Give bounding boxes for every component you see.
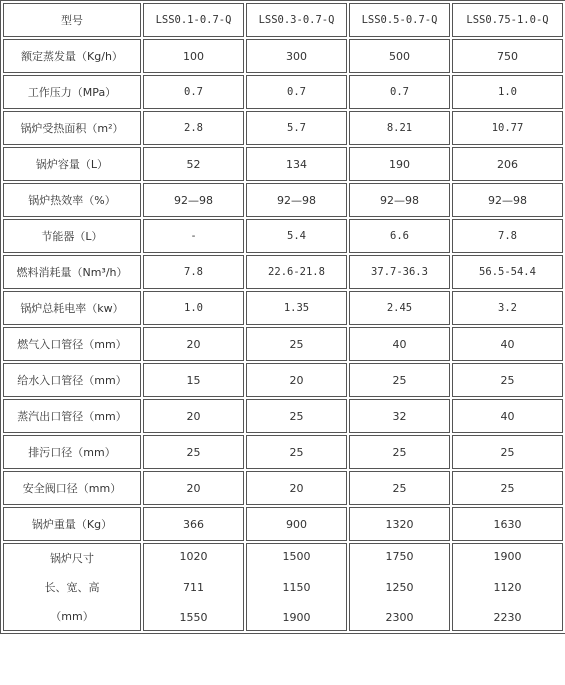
row-label: 给水入口管径（mm） (3, 363, 141, 397)
header-cell-model-4: LSS0.75-1.0-Q (452, 3, 563, 37)
table-cell: 7.8 (143, 255, 244, 289)
table-cell: 8.21 (349, 111, 450, 145)
table-cell: 20 (143, 399, 244, 433)
row-label: 锅炉容量（L） (3, 147, 141, 181)
table-cell: 32 (349, 399, 450, 433)
table-cell: 40 (452, 327, 563, 361)
table-cell: 134 (246, 147, 347, 181)
table-cell: 25 (349, 435, 450, 469)
row-label: 燃气入口管径（mm） (3, 327, 141, 361)
size-value-cell (349, 543, 450, 631)
table-cell: 20 (143, 327, 244, 361)
table-cell: 92—98 (143, 183, 244, 217)
table-cell: 10.77 (452, 111, 563, 145)
table-row (3, 363, 563, 397)
table-cell: 25 (246, 435, 347, 469)
table-row (3, 147, 563, 181)
table-cell: 56.5-54.4 (452, 255, 563, 289)
header-cell-model: 型号 (3, 3, 141, 37)
table-row (3, 399, 563, 433)
row-label: 锅炉热效率（%） (3, 183, 141, 217)
table-cell: 25 (452, 363, 563, 397)
size-value-cell (452, 543, 563, 631)
size-line: 2230 (493, 611, 522, 624)
table-cell: 92—98 (452, 183, 563, 217)
table-cell: 190 (349, 147, 450, 181)
header-cell-model-2: LSS0.3-0.7-Q (246, 3, 347, 37)
table-cell: 206 (452, 147, 563, 181)
row-label: 锅炉受热面积（m²） (3, 111, 141, 145)
table-cell: 37.7-36.3 (349, 255, 450, 289)
table-row (3, 75, 563, 109)
table-cell: 5.4 (246, 219, 347, 253)
size-line: （mm） (50, 610, 94, 623)
table-row (3, 219, 563, 253)
table-cell: 900 (246, 507, 347, 541)
header-cell-model-3: LSS0.5-0.7-Q (349, 3, 450, 37)
header-row (3, 3, 563, 37)
row-label: 额定蒸发量（Kg/h） (3, 39, 141, 73)
table-cell: 3.2 (452, 291, 563, 325)
table-cell: 20 (143, 471, 244, 505)
table-cell: 1320 (349, 507, 450, 541)
size-line: 711 (183, 580, 204, 594)
table-row (3, 471, 563, 505)
table-cell: 25 (143, 435, 244, 469)
table-row (3, 183, 563, 217)
row-label: 燃料消耗量（Nm³/h） (3, 255, 141, 289)
table-cell: 20 (246, 471, 347, 505)
table-cell: 7.8 (452, 219, 563, 253)
table-cell: 25 (246, 327, 347, 361)
row-label: 工作压力（MPa） (3, 75, 141, 109)
table-cell: 40 (452, 399, 563, 433)
row-label: 蒸汽出口管径（mm） (3, 399, 141, 433)
table-cell: 52 (143, 147, 244, 181)
table-row (3, 111, 563, 145)
row-label: 锅炉总耗电率（kw） (3, 291, 141, 325)
table-cell: 1630 (452, 507, 563, 541)
size-value-cell (246, 543, 347, 631)
size-line: 1550 (179, 611, 208, 624)
table-cell: 25 (246, 399, 347, 433)
table-cell: 40 (349, 327, 450, 361)
row-label: 安全阀口径（mm） (3, 471, 141, 505)
header-cell-model-1: LSS0.1-0.7-Q (143, 3, 244, 37)
size-label-cell (3, 543, 141, 631)
table-cell: 15 (143, 363, 244, 397)
size-line: 1150 (282, 580, 311, 594)
table-row (3, 507, 563, 541)
size-line: 1500 (282, 550, 311, 563)
size-line: 锅炉尺寸 (50, 552, 94, 565)
table-row (3, 39, 563, 73)
table-row (3, 435, 563, 469)
table-cell: 100 (143, 39, 244, 73)
table-cell: 1.0 (143, 291, 244, 325)
table-cell: 2.45 (349, 291, 450, 325)
size-line: 1900 (282, 611, 311, 624)
table-cell: 500 (349, 39, 450, 73)
table-cell: 25 (452, 435, 563, 469)
row-label: 排污口径（mm） (3, 435, 141, 469)
size-line: 2300 (385, 611, 414, 624)
table-cell: 1.35 (246, 291, 347, 325)
size-line: 1120 (493, 580, 522, 594)
table-cell: 0.7 (143, 75, 244, 109)
table-cell: 22.6-21.8 (246, 255, 347, 289)
table-cell: - (143, 219, 244, 253)
size-line: 1750 (385, 550, 414, 563)
size-line: 长、宽、高 (44, 581, 100, 594)
size-line: 1250 (385, 580, 414, 594)
size-value-cell (143, 543, 244, 631)
table-cell: 6.6 (349, 219, 450, 253)
table-cell: 25 (452, 471, 563, 505)
table-cell: 20 (246, 363, 347, 397)
table-cell: 300 (246, 39, 347, 73)
table-row (3, 327, 563, 361)
table-cell: 2.8 (143, 111, 244, 145)
row-label: 节能器（L） (3, 219, 141, 253)
table-cell: 25 (349, 363, 450, 397)
table-cell: 0.7 (246, 75, 347, 109)
table-cell: 92—98 (246, 183, 347, 217)
table-cell: 25 (349, 471, 450, 505)
size-line: 1020 (179, 550, 208, 563)
table-cell: 92—98 (349, 183, 450, 217)
table-cell: 1.0 (452, 75, 563, 109)
table-row (3, 255, 563, 289)
table-cell: 5.7 (246, 111, 347, 145)
table-row (3, 291, 563, 325)
size-line: 1900 (493, 550, 522, 563)
table-cell: 0.7 (349, 75, 450, 109)
size-row (3, 543, 563, 631)
table-cell: 750 (452, 39, 563, 73)
table-cell: 366 (143, 507, 244, 541)
row-label: 锅炉重量（Kg） (3, 507, 141, 541)
